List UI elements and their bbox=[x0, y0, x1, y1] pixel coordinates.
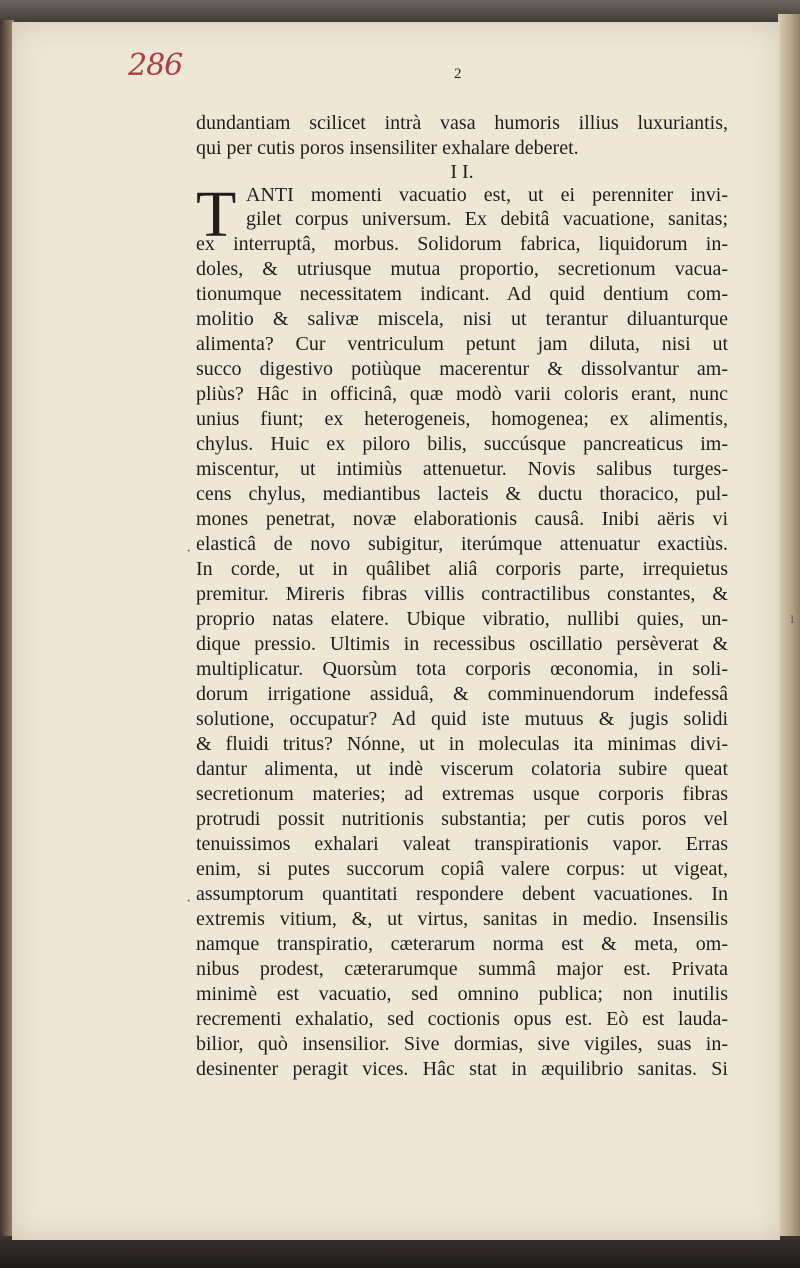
margin-dot: · bbox=[186, 543, 192, 560]
text-line: chylus. Huic ex piloro bilis, succúsque pancreaticus im- bbox=[196, 433, 728, 455]
text-line: qui per cutis poros insensiliter exhalare deberet. bbox=[196, 137, 579, 159]
handwritten-folio-number: 286 bbox=[128, 48, 183, 83]
next-page-edge bbox=[778, 14, 800, 1244]
margin-dot: · bbox=[186, 893, 192, 910]
drop-cap-initial: T bbox=[196, 178, 237, 251]
text-line: elasticâ de novo subigitur, iterúmque attenuatur exactiùs. bbox=[196, 533, 728, 555]
text-line: premitur. Mireris fibras villis contractilibus constantes, & bbox=[196, 583, 728, 605]
signature-mark: 2 bbox=[454, 66, 462, 82]
text-line: miscentur, ut intimiùs attenuetur. Novis salibus turges- bbox=[196, 458, 728, 480]
text-line: dantur alimenta, ut indè viscerum colatoria subire queat bbox=[196, 758, 728, 780]
text-line: dundantiam scilicet intrà vasa humoris illius luxuriantis, bbox=[196, 112, 728, 134]
text-line: pliùs? Hâc in officinâ, quæ modò varii coloris erant, nunc bbox=[196, 383, 728, 405]
text-line: dique pressio. Ultimis in recessibus oscillatio persèverat & bbox=[196, 633, 728, 655]
text-line: desinenter peragit vices. Hâc stat in æquilibrio sanitas. Si bbox=[196, 1058, 728, 1080]
text-line: doles, & utriusque mutua proportio, secretionum vacua- bbox=[196, 258, 728, 280]
text-line: succo digestivo potiùque macerentur & dissolvantur am- bbox=[196, 358, 728, 380]
text-line: mones penetrat, novæ elaborationis causâ. Inibi aëris vi bbox=[196, 508, 728, 530]
text-line: recrementi exhalatio, sed coctionis opus est. Eò est lauda- bbox=[196, 1008, 728, 1030]
text-line: minimè est vacuatio, sed omnino publica; non inutilis bbox=[196, 983, 728, 1005]
text-line: extremis vitium, &, ut virtus, sanitas in medio. Insensilis bbox=[196, 908, 728, 930]
text-line: dorum irrigatione assiduâ, & comminuendorum indefessâ bbox=[196, 683, 728, 705]
text-line: tenuissimos exhalari valeat transpirationis vapor. Erras bbox=[196, 833, 728, 855]
text-line: In corde, ut in quâlibet aliâ corporis parte, irrequietus bbox=[196, 558, 728, 580]
text-line: ANTI momenti vacuatio est, ut ei perenniter invi- bbox=[246, 184, 728, 206]
text-line: assumptorum quantitati respondere debent vacuationes. In bbox=[196, 883, 728, 905]
section-heading: I I. bbox=[450, 161, 474, 183]
text-line: solutione, occupatur? Ad quid iste mutuus & jugis solidi bbox=[196, 708, 728, 730]
text-line: unius fiunt; ex heterogeneis, homogenea; ex alimentis, bbox=[196, 408, 728, 430]
text-line: secretionum materies; ad extremas usque corporis fibras bbox=[196, 783, 728, 805]
margin-tick: ı bbox=[790, 610, 795, 627]
text-line: cens chylus, mediantibus lacteis & ductu thoracico, pul- bbox=[196, 483, 728, 505]
text-line: gilet corpus universum. Ex debitâ vacuatione, sanitas; bbox=[246, 208, 728, 230]
text-line: bilior, quò insensilior. Sive dormias, sive vigiles, suas in- bbox=[196, 1033, 728, 1055]
text-line: nibus prodest, cæterarumque summâ major est. Privata bbox=[196, 958, 728, 980]
text-line: enim, si putes succorum copiâ valere corpus: ut vigeat, bbox=[196, 858, 728, 880]
text-line: molitio & salivæ miscela, nisi ut terantur diluanturque bbox=[196, 308, 728, 330]
text-line: tionumque necessitatem indicant. Ad quid dentium com- bbox=[196, 283, 728, 305]
text-line: & fluidi tritus? Nónne, ut in moleculas ita minimas divi- bbox=[196, 733, 728, 755]
text-line: alimenta? Cur ventriculum petunt jam diluta, nisi ut bbox=[196, 333, 728, 355]
text-line: namque transpiratio, cæterarum norma est & meta, om- bbox=[196, 933, 728, 955]
text-line: protrudi possit nutritionis substantia; per cutis poros vel bbox=[196, 808, 728, 830]
book-bottom-edge bbox=[0, 1236, 800, 1268]
text-line: multiplicatur. Quorsùm tota corporis œconomia, in soli- bbox=[196, 658, 728, 680]
text-line: ex interruptâ, morbus. Solidorum fabrica, liquidorum in- bbox=[196, 233, 728, 255]
text-line: proprio natas elatere. Ubique vibratio, nullibi quies, un- bbox=[196, 608, 728, 630]
